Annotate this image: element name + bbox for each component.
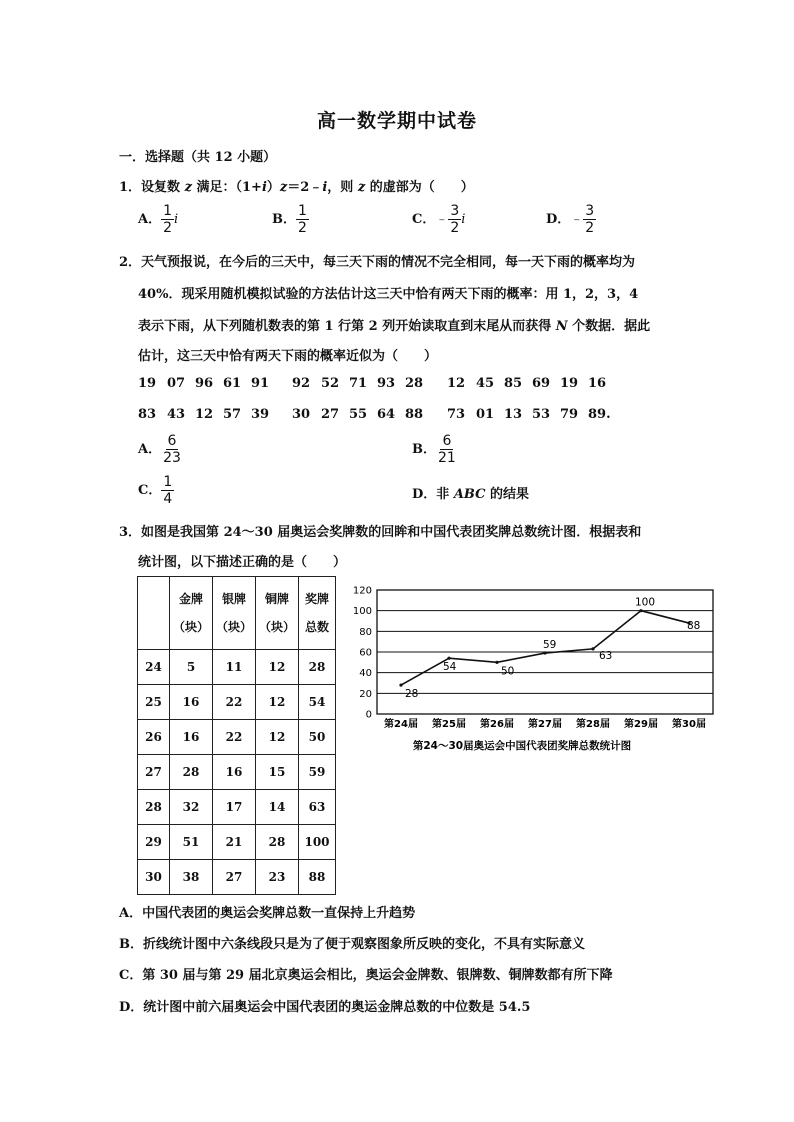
data-label: 59 [543,639,557,652]
numerator: 3 [450,203,460,219]
q1-stem-part: 满足：（1+ [191,180,262,195]
denominator: 2 [298,220,307,236]
table-cell: 88 [299,860,336,895]
table-cell: 12 [256,685,299,720]
random-number: 55 [349,407,368,422]
table-cell: 28 [256,825,299,860]
random-number: 01 [476,407,495,422]
q2-line1: 2．天气预报说，在今后的三天中，每三天下雨的情况不完全相同，每一天下雨的概率均为 [119,255,636,270]
header-line: 银牌 [221,592,246,606]
q1-stem [119,176,474,195]
table-cell: 25 [138,685,170,720]
chart-data-labels [405,597,700,700]
table-cell: 27 [213,860,256,895]
option-label: B． [272,212,296,227]
random-number: 45 [476,376,495,391]
random-number: 93 [377,376,396,391]
table-cell: 29 [138,825,170,860]
random-number: 19 [560,376,579,391]
random-number: 16 [588,376,607,391]
table-cell: 32 [170,790,213,825]
table-header-row [138,577,336,650]
table-cell: 100 [299,825,336,860]
q1-option-b[interactable] [272,203,309,236]
q2-line3-part: 表示下雨，从下列随机数表的第 1 行第 2 列开始读取直到末尾从而获得 [138,319,556,334]
table-cell: 38 [170,860,213,895]
random-number: 12 [447,376,466,391]
denominator: 2 [585,220,595,236]
table-cell: 28 [138,790,170,825]
q3-option-b[interactable]: B．折线统计图中六条线段只是为了便于观察图象所反映的变化，不具有实际意义 [119,937,585,952]
option-label: A． [138,442,162,457]
random-number: 13 [504,407,523,422]
q1-option-c[interactable] [412,203,465,236]
data-point [399,683,402,686]
q3-option-a[interactable]: A．中国代表团的奥运会奖牌总数一直保持上升趋势 [119,906,416,921]
table-cell: 16 [170,720,213,755]
x-tick-label: 第29届 [624,719,658,730]
data-label: 28 [405,688,419,701]
random-number: 30 [292,407,311,422]
q3-option-d[interactable]: D．统计图中前六届奥运会中国代表团的奥运金牌总数的中位数是 54.5 [119,1000,531,1015]
data-label: 88 [687,620,701,633]
random-number: 43 [167,407,186,422]
q2-option-b[interactable] [412,433,458,466]
y-tick-label: 0 [365,709,372,721]
table-cell: 26 [138,720,170,755]
table-cell: 30 [138,860,170,895]
fraction [583,203,596,236]
x-tick-label: 第26届 [480,719,514,730]
page-title: 高一数学期中试卷 [317,110,478,132]
table-row [138,720,336,755]
data-point [591,647,594,650]
q2-option-d[interactable] [412,483,529,502]
q1-stem-part: ） [266,180,280,195]
q1-stem-part: ＝2﹣ [287,180,323,195]
q3-line1: 3．如图是我国第 24～30 届奥运会奖牌数的回眸和中国代表团奖牌总数统计图．根据表和 [119,525,642,540]
header-line: （块） [258,620,295,634]
table-cell: 12 [256,650,299,685]
header-line: 奖牌 [304,592,329,606]
numerator: 1 [163,203,173,219]
data-label: 63 [599,649,613,662]
header-line: 金牌 [178,592,203,606]
table-header-cell [170,577,213,650]
header-line: （块） [172,620,209,634]
q3-line2: 统计图，以下描述正确的是（ ） [138,555,347,570]
table-cell: 59 [299,755,336,790]
medal-table [137,576,336,895]
option-text-abc: ABC [453,487,486,502]
random-number: 85 [504,376,523,391]
y-tick-label: 20 [359,688,372,700]
table-cell: 21 [213,825,256,860]
q2-var-n: N [555,319,568,334]
table-cell: 5 [170,650,213,685]
fraction [448,203,461,236]
q1-option-d[interactable] [546,203,596,236]
table-cell: 24 [138,650,170,685]
q2-line3-part: 个数据．据此 [567,319,651,334]
table-row [138,860,336,895]
denominator: 2 [450,220,460,236]
x-tick-label: 第25届 [432,719,466,730]
table-cell: 50 [299,720,336,755]
table-cell: 28 [170,755,213,790]
table-cell: 27 [138,755,170,790]
section-heading: 一．选择题（共 12 小题） [119,150,277,165]
q2-line2: 40%．现采用随机模拟试验的方法估计这三天中恰有两天下雨的概率：用 1，2，3，4 [138,287,639,302]
random-number: 28 [405,376,424,391]
y-tick-label: 60 [359,647,372,659]
random-number: 96 [195,376,214,391]
header-line: （块） [215,620,252,634]
q1-var-z: z [357,180,366,195]
random-number: 27 [321,407,340,422]
table-cell: 15 [256,755,299,790]
x-tick-label: 第27届 [528,719,562,730]
random-number: 19 [138,376,157,391]
q2-option-a[interactable] [138,433,183,466]
option-suffix: i [461,212,466,227]
random-number: 52 [321,376,340,391]
q1-stem-part: ，则 [327,180,358,195]
random-number: 57 [223,407,242,422]
data-label: 50 [501,665,515,678]
random-number: 91 [251,376,270,391]
table-cell: 14 [256,790,299,825]
option-label: C． [412,212,436,227]
denominator: 23 [163,450,181,466]
table-header-cell [213,577,256,650]
x-tick-label: 第30届 [672,719,706,730]
table-cell: 54 [299,685,336,720]
denominator: 4 [163,491,173,507]
denominator: 2 [163,220,173,236]
table-row [138,825,336,860]
numerator: 6 [442,433,452,449]
data-point [447,657,450,660]
q1-var-i: i [322,180,328,195]
table-row [138,685,336,720]
data-label: 54 [443,661,457,674]
table-cell: 22 [213,720,256,755]
table-cell: 17 [213,790,256,825]
random-number: 39 [251,407,270,422]
option-label: C． [138,483,162,498]
y-tick-label: 100 [352,606,372,618]
random-number: 71 [349,376,368,391]
denominator: 21 [438,450,456,466]
x-tick-label: 第24届 [384,719,418,730]
numerator: 1 [298,203,307,219]
option-text: 非 [436,487,454,502]
q2-line3 [138,315,650,334]
table-header-cell [256,577,299,650]
table-cell: 11 [213,650,256,685]
table-cell: 12 [256,720,299,755]
chart-y-tick-labels [353,586,372,721]
table-header-cell [299,577,336,650]
fraction [436,433,458,466]
q1-var-z: z [184,180,192,195]
table-header-cell [138,577,170,650]
data-point [639,609,642,612]
data-point [495,661,498,664]
random-number: 69 [532,376,551,391]
header-line: 总数 [304,620,329,634]
option-label: B． [412,442,436,457]
q1-option-a[interactable] [138,203,178,236]
chart-title: 第24～30届奥运会中国代表团奖牌总数统计图 [412,740,632,752]
table-row [138,790,336,825]
table-cell: 23 [256,860,299,895]
option-sign: ﹣ [570,212,584,227]
table-cell: 22 [213,685,256,720]
random-number: 64 [377,407,396,422]
q1-stem-part: 的虚部为（ ） [365,180,474,195]
option-label: D． [546,212,571,227]
table-cell: 28 [299,650,336,685]
option-label: A． [138,212,162,227]
q1-var-z: z [279,180,288,195]
option-sign: ﹣ [435,212,449,227]
numerator: 3 [585,203,595,219]
random-number: 92 [292,376,311,391]
random-number: 89. [588,407,611,422]
fraction [161,203,174,236]
random-number: 12 [195,407,214,422]
q2-line4: 估计，这三天中恰有两天下雨的概率近似为（ ） [138,349,438,364]
medal-line-chart [345,578,725,758]
random-number: 53 [532,407,551,422]
random-number: 07 [167,376,186,391]
option-text: 的结果 [485,487,530,502]
y-tick-label: 80 [359,626,372,638]
table-cell: 51 [170,825,213,860]
q2-option-c[interactable] [138,474,174,507]
q1-var-i: i [261,180,267,195]
option-suffix: i [174,212,179,227]
table-row [138,755,336,790]
header-line: 铜牌 [264,592,289,606]
random-number: 88 [405,407,424,422]
numerator: 6 [167,433,177,449]
random-number: 83 [138,407,157,422]
data-label: 100 [635,596,656,609]
random-number: 73 [447,407,466,422]
table-row [138,650,336,685]
table-cell: 16 [213,755,256,790]
fraction [161,474,174,507]
fraction [161,433,183,466]
chart-x-tick-labels [384,717,706,730]
option-label: D． [412,487,437,502]
q1-stem-part: 1．设复数 [119,180,185,195]
y-tick-label: 40 [359,668,372,680]
random-number: 79 [560,407,579,422]
table-cell: 16 [170,685,213,720]
numerator: 1 [163,474,173,490]
table-cell: 63 [299,790,336,825]
data-point [543,651,546,654]
y-tick-label: 120 [352,585,372,597]
x-tick-label: 第28届 [576,719,610,730]
q3-option-c[interactable]: C．第 30 届与第 29 届北京奥运会相比，奥运会金牌数、银牌数、铜牌数都有所下降 [119,968,613,983]
random-number: 61 [223,376,242,391]
fraction [296,203,309,236]
